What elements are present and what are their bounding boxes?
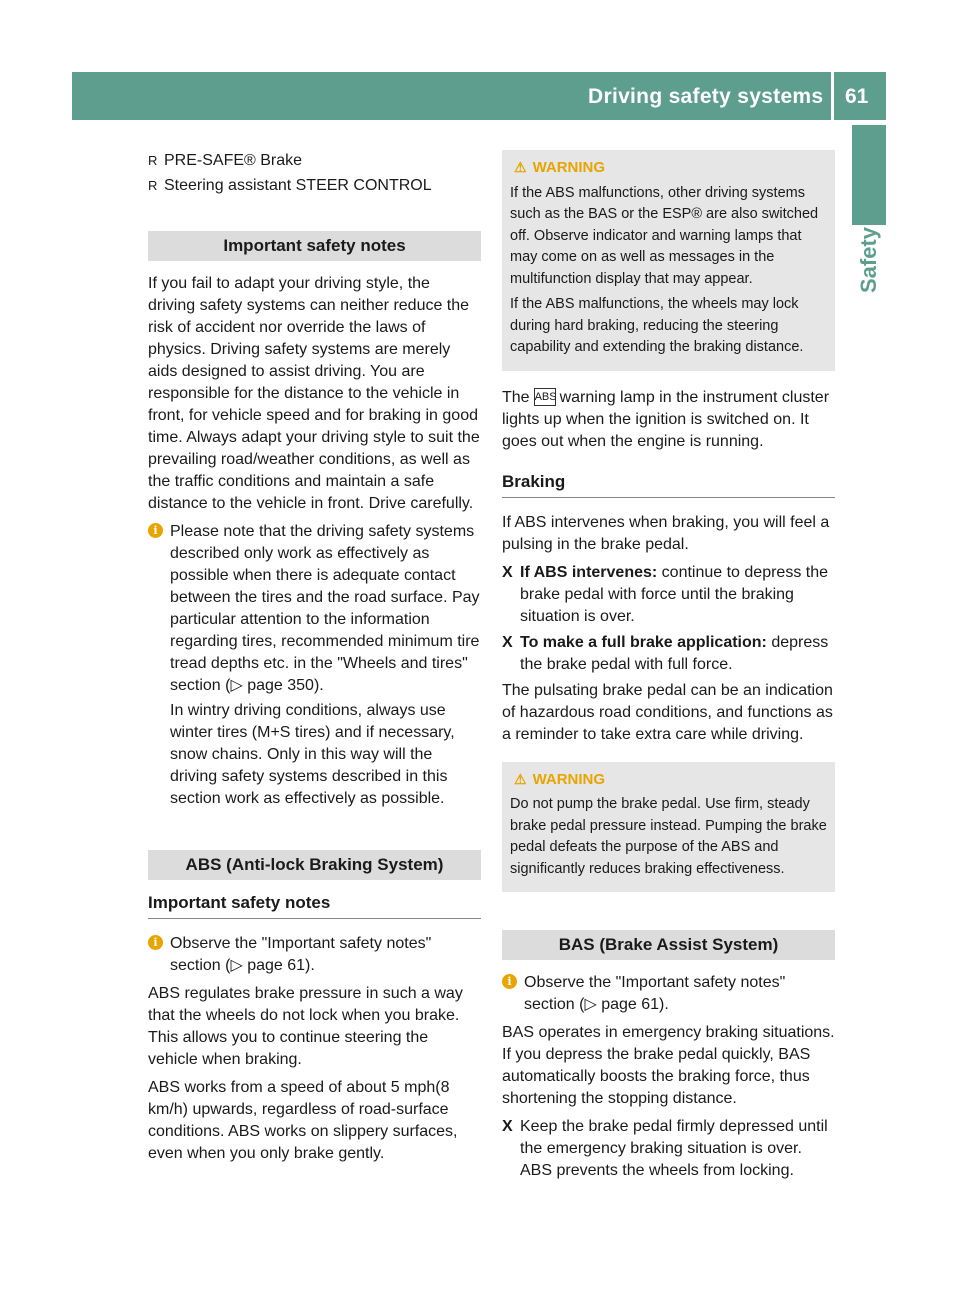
step-arrow-icon: X [502,633,513,651]
intro-paragraph: If you fail to adapt your driving style, the driving safety systems can neither reduce the risk of accident nor override the laws of physics. Driving safety systems are merely aids designed to assist driving. You are responsible for the distance to the vehicle in front, for vehicle speed and for braking in good time. Always adapt your driving style to suit the prevailing road/weather conditions, as well as the traffic conditions and maintain a safe distance to the vehicle in front. Drive carefully. [148,275,480,512]
header-divider [831,72,834,120]
warning-paragraph: Do not pump the brake pedal. Use firm, steady brake pedal pressure instead. Pumping the brake pedal defeats the purpose of the ABS and significantly reduces braking effectiveness. [510,796,827,877]
abs-paragraph: ABS regulates brake pressure in such a way that the wheels do not lock when you brake. This allows you to continue steering the vehicle when braking. [148,985,463,1068]
section-heading-safety-notes: Important safety notes [148,231,481,261]
braking-paragraph: The pulsating brake pedal can be an indication of hazardous road conditions, and functions as a reminder to take extra care while driving. [502,681,833,743]
step-arrow-icon: X [502,1118,513,1135]
section-tab-marker [852,125,886,225]
instruction-step: X To make a full brake application: depress the brake pedal with full force. [502,633,829,673]
bullet-icon: R [148,153,158,168]
page-number: 61 [845,85,869,108]
warning-paragraph: If the ABS malfunctions, the wheels may lock during hard braking, reducing the steering capability and extending the braking distance. [510,296,804,355]
page-header-title: Driving safety systems [588,85,824,108]
note-paragraph: In wintry driving conditions, always use winter tires (M+S tires) and if necessary, snow chains. Only in this way will the driving safety systems described in this section work as effectively as possible. [170,702,455,807]
abs-paragraph: ABS works from a speed of about 5 mph(8 km/h) upwards, regardless of road-surface conditions. ABS works on slippery surfaces, even when you only brake gently. [148,1079,458,1162]
instruction-step: X Keep the brake pedal firmly depressed until the emergency braking situation is over. ABS prevents the wheels from locking. [502,1118,828,1179]
warning-triangle-icon: ⚠ [514,159,527,175]
info-note [148,933,481,977]
note-paragraph: Please note that the driving safety systems described only work as effectively as possible when there is adequate contact between the tires and the road surface. Pay particular attention to the information regarding tires, recommended minimum tire tread depths etc. in the "Wheels and tires" section (▷ page 350). [170,523,480,694]
abs-warning-lamp-icon: ABS [534,388,556,406]
note-paragraph: Observe the "Important safety notes" section (▷ page 61). [170,935,432,974]
left-column [148,150,481,1171]
warning-box [502,150,835,371]
info-icon: i [148,935,163,950]
warning-paragraph: If the ABS malfunctions, other driving systems such as the BAS or the ESP® are also switched off. Observe indicator and warning lamps that may come on as well as messages in the multifunction display that may appear. [510,184,819,287]
section-tab-label: Safety [856,226,881,293]
bas-paragraph: BAS operates in emergency braking situations. If you depress the brake pedal quickly, BAS automatically boosts the braking force, thus shortening the stopping distance. [502,1024,835,1107]
info-note [502,972,835,1016]
list-item: R PRE-SAFE® Brake [148,150,481,172]
instruction-step: X If ABS intervenes: continue to depress the brake pedal with force until the braking situation is over. [502,563,829,625]
info-note [148,521,481,810]
warning-heading: ⚠ WARNING [514,159,606,176]
warning-heading: ⚠ WARNING [514,770,606,788]
note-paragraph: Observe the "Important safety notes" section (▷ page 61). [524,974,786,1013]
right-column [502,150,835,1186]
section-heading-bas: BAS (Brake Assist System) [502,930,835,960]
subheading-braking: Braking [502,471,835,498]
step-arrow-icon: X [502,563,513,581]
bullet-icon: R [148,178,158,193]
lamp-paragraph: The ABS warning lamp in the instrument cluster lights up when the ignition is switched on. It goes out when the engine is running. [502,388,830,450]
braking-paragraph: If ABS intervenes when braking, you will feel a pulsing in the brake pedal. [502,513,830,553]
subheading-safety-notes: Important safety notes [148,892,481,919]
section-heading-abs: ABS (Anti-lock Braking System) [148,850,481,880]
warning-box [502,762,835,893]
warning-triangle-icon: ⚠ [514,770,527,787]
list-item: R Steering assistant STEER CONTROL [148,175,481,197]
info-icon: i [502,974,517,989]
info-icon: i [148,523,163,538]
